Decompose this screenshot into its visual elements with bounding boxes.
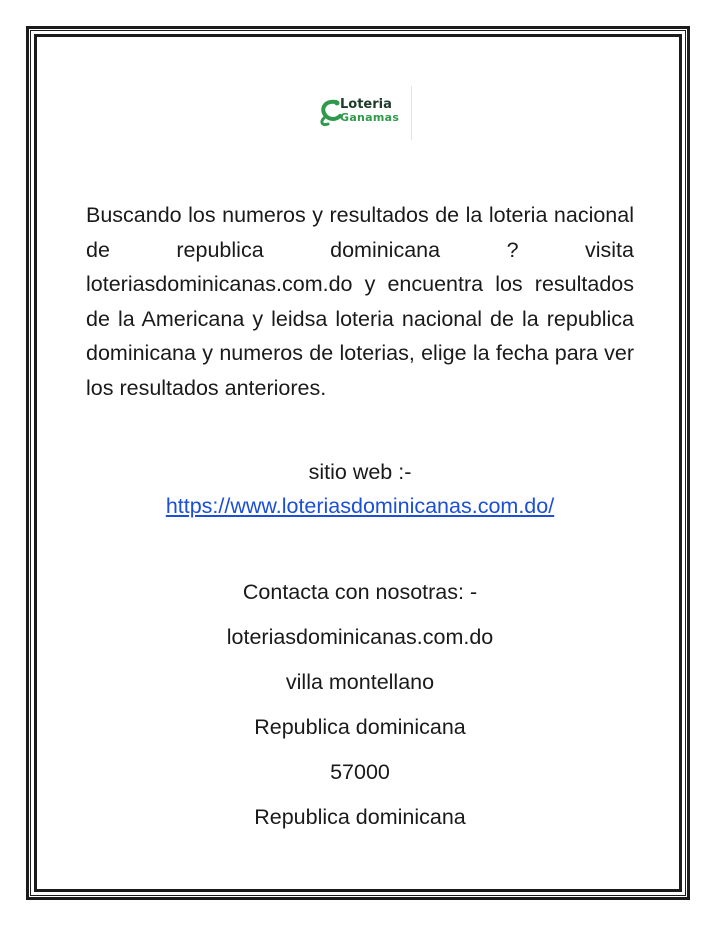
website-link[interactable]: https://www.loteriasdominicanas.com.do/ [165,494,555,518]
contact-website: loteriasdominicanas.com.do [226,625,494,649]
contact-heading: Contacta con nosotras: - [242,580,478,604]
contact-region: Republica dominicana [254,715,466,739]
contact-block [60,578,660,848]
contact-postal-code: 57000 [330,760,390,784]
website-label: sitio web :- [308,460,412,484]
logo-wordmark-line1: Loteria [340,97,392,112]
contact-country: Republica dominicana [254,805,466,829]
intro-paragraph: Buscando los numeros y resultados de la loteria nacional de republica dominicana ? visita loteriasdominicanas.com.do y encuentra los resultados de la Americana y leidsa loteria nacional de la republica dominicana y numeros de loterias, elige la fecha para ver los resultados anteriores. [86,203,634,400]
contact-locality: villa montellano [285,670,435,694]
logo-divider [411,86,412,140]
logo-wordmark-line2: Ganamas [340,111,400,124]
